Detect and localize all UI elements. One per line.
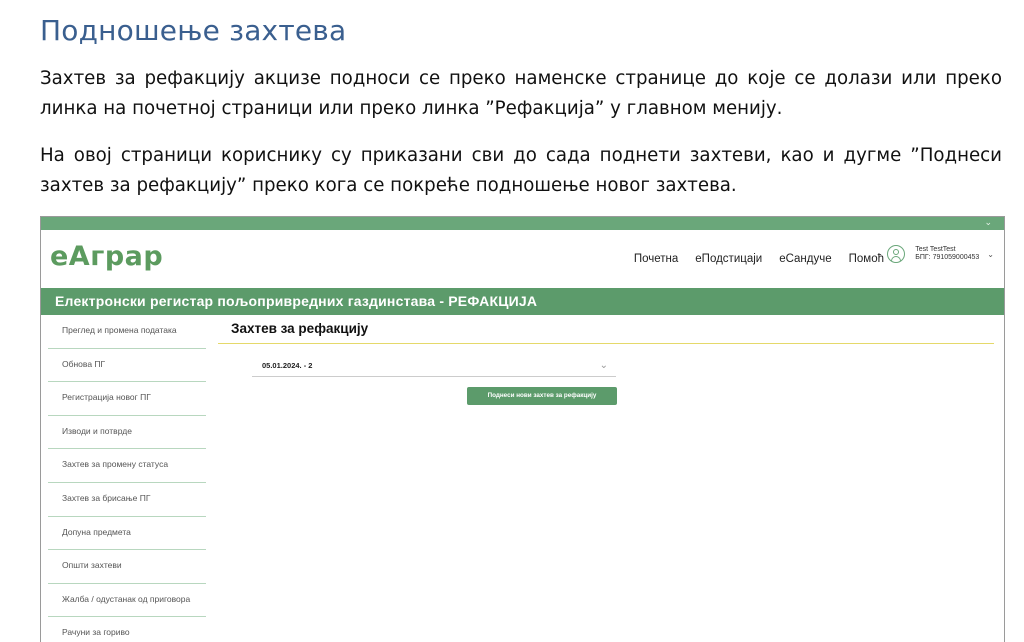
document-paragraph-1: Захтев за рефакцију акцизе подноси се преко наменске странице до које се долази или преко линка на почетној страници или преко линка ”Рефакција” у главном менију. [40, 68, 1002, 119]
page-title: Захтев за рефакцију [218, 315, 994, 344]
sidebar-item[interactable]: Захтев за брисање ПГ [48, 483, 206, 517]
sidebar-item[interactable]: Регистрација новог ПГ [48, 382, 206, 416]
nav-item-inbox[interactable]: еСандуче [779, 253, 832, 265]
sidebar-item[interactable]: Преглед и промена података [48, 315, 206, 349]
app-header [41, 230, 1004, 288]
user-name: Test TestTest [915, 246, 956, 253]
chevron-down-icon: ⌄ [984, 217, 992, 227]
sidebar-item[interactable]: Општи захтеви [48, 550, 206, 584]
app-screenshot [40, 216, 1005, 642]
page-banner: Електронски регистар пољопривредних газдинстава - РЕФАКЦИЈА [41, 288, 1004, 315]
main-nav [634, 230, 884, 288]
sidebar-item[interactable]: Обнова ПГ [48, 349, 206, 383]
request-select-value: 05.01.2024. - 2 [262, 361, 313, 370]
request-select[interactable] [252, 355, 616, 377]
nav-item-help[interactable]: Помоћ [848, 253, 884, 265]
chevron-down-icon[interactable]: ⌄ [987, 249, 994, 259]
app-logo[interactable]: еАграр [50, 241, 164, 272]
sidebar-item[interactable]: Допуна предмета [48, 517, 206, 551]
sidebar-item[interactable]: Рачуни за гориво [48, 617, 206, 642]
user-menu[interactable] [887, 245, 994, 263]
user-bpg: БПГ: 791059000453 [915, 254, 980, 261]
chevron-down-icon[interactable]: ⌄ [599, 360, 608, 371]
sidebar-item[interactable]: Захтев за промену статуса [48, 449, 206, 483]
sidebar [48, 315, 206, 642]
nav-item-home[interactable]: Почетна [633, 253, 679, 265]
main-content [218, 315, 994, 399]
nav-item-subsidies[interactable]: еПодстицаји [695, 253, 763, 265]
top-strip [41, 217, 1004, 230]
new-request-button[interactable]: Поднеси нови захтев за рефакцију [467, 387, 617, 405]
user-icon [887, 245, 905, 263]
sidebar-item[interactable]: Жалба / одустанак од приговора [48, 584, 206, 618]
sidebar-item[interactable]: Изводи и потврде [48, 416, 206, 450]
document-paragraph-2: На овој страници кориснику су приказани сви до сада поднети захтеви, као и дугме ”Поднеси захтев за рефакцију” преко кога се покреће подношење новог захтева. [40, 145, 1002, 196]
document-heading: Подношење захтева [40, 14, 347, 47]
